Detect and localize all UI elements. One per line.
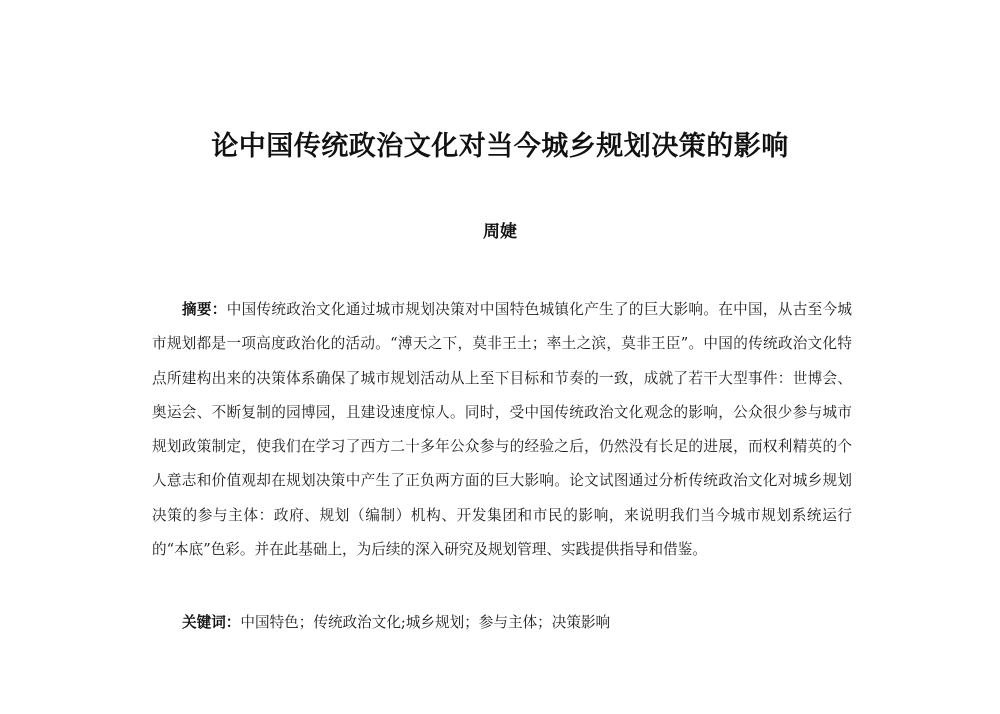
abstract-paragraph <box>152 293 852 567</box>
abstract-text: 中国传统政治文化通过城市规划决策对中国特色城镇化产生了的巨大影响。在中国，从古至今城市规划都是一项高度政治化的活动。“溥天之下，莫非王土；率土之滨，莫非王臣”。中国的传统政治文化特点所建构出来的决策体系确保了城市规划活动从上至下目标和节奏的一致，成就了若干大型事件：世博会、奥运会、不断复制的园博园，且建设速度惊人。同时，受中国传统政治文化观念的影响，公众很少参与城市规划政策制定，使我们在学习了西方二十多年公众参与的经验之后，仍然没有长足的进展，而权利精英的个人意志和价值观却在规划决策中产生了正负两方面的巨大影响。论文试图通过分析传统政治文化对城乡规划决策的参与主体：政府、规划（编制）机构、开发集团和市民的影响，来说明我们当今城市规划系统运行的“本底”色彩。并在此基础上，为后续的深入研究及规划管理、实践提供指导和借鉴。 <box>152 301 852 559</box>
keywords-label: 关键词： <box>182 614 241 631</box>
paper-title: 论中国传统政治文化对当今城乡规划决策的影响 <box>211 131 789 162</box>
paper-author: 周婕 <box>483 222 517 242</box>
abstract-label: 摘要： <box>182 301 227 318</box>
keywords-text: 中国特色；传统政治文化;城乡规划；参与主体；决策影响 <box>240 614 611 631</box>
keywords-line <box>182 606 852 640</box>
